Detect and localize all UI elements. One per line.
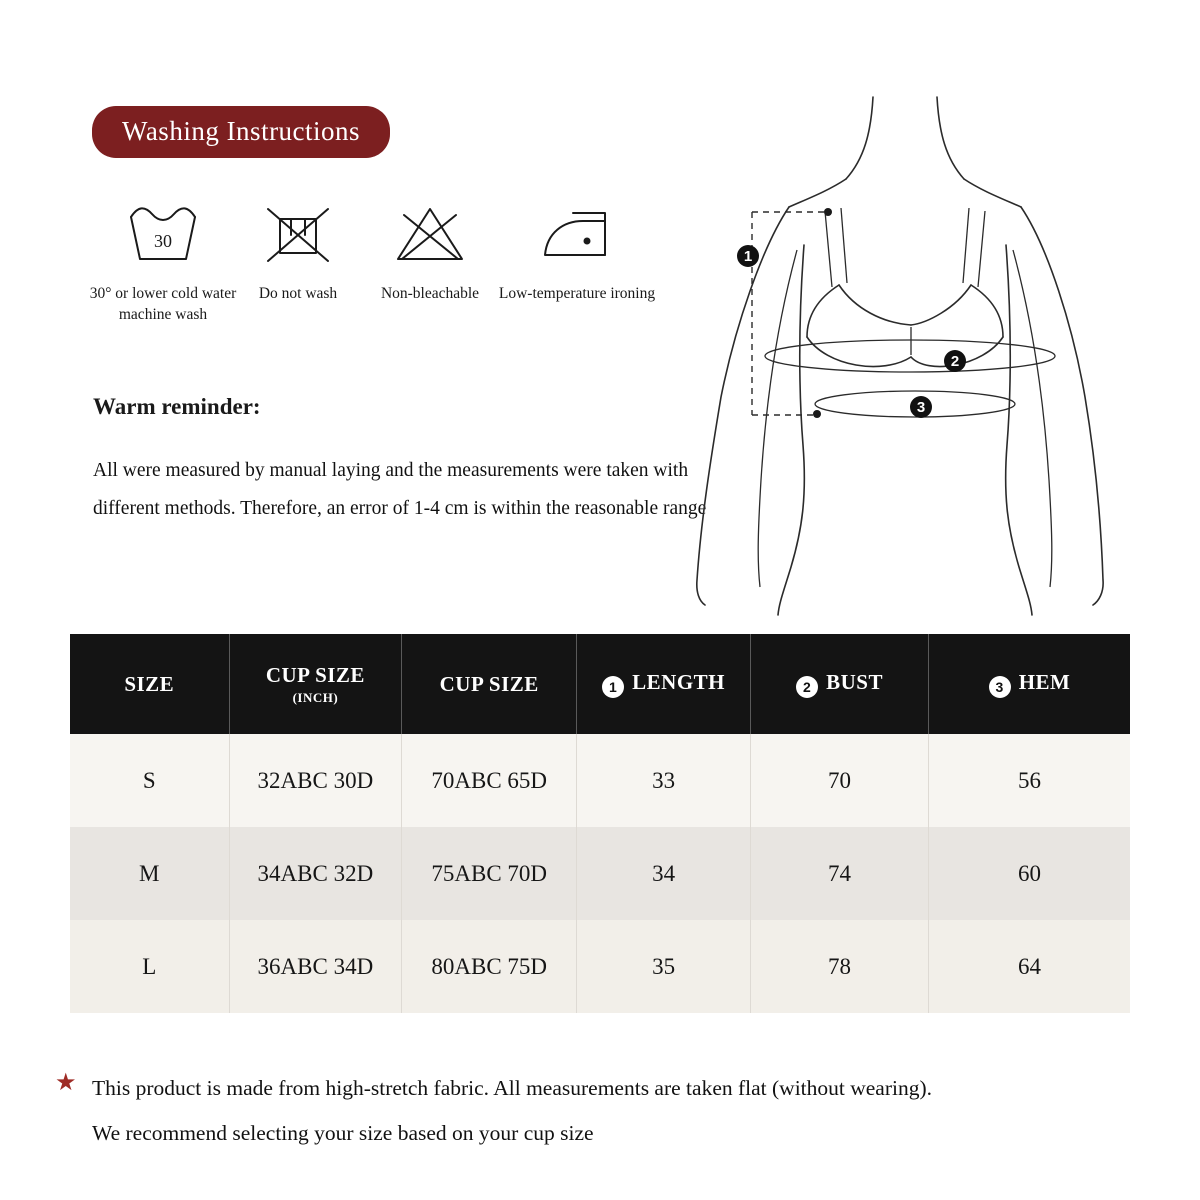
- table-row-size-m: [70, 827, 1130, 920]
- care-label: 30° or lower cold water machine wash: [89, 285, 237, 323]
- table-header-row: [70, 634, 1130, 734]
- cell-length: 33: [577, 734, 751, 827]
- machine-wash-30-icon: [123, 198, 203, 270]
- cell-cup-inch: 34ABC 32D: [229, 827, 402, 920]
- warm-reminder-body: All were measured by manual laying and the measurements were taken with different methods. Therefore, an error of 1-4 cm is within the reasonable range: [93, 460, 707, 519]
- cell-bust: 74: [750, 827, 928, 920]
- col-header-size: SIZE: [70, 634, 229, 734]
- col-header-bust: 2 BUST: [750, 634, 928, 734]
- badge-2-icon: 2: [796, 676, 818, 698]
- care-item-non-bleachable: [350, 198, 510, 304]
- measurement-diagram: [665, 95, 1145, 625]
- cell-size: L: [70, 920, 229, 1013]
- cell-cup: 80ABC 75D: [402, 920, 577, 1013]
- cell-hem: 64: [929, 920, 1130, 1013]
- cell-length: 35: [577, 920, 751, 1013]
- wash-temp-text: 30: [154, 231, 172, 251]
- diagram-marker-2: 2: [950, 353, 960, 370]
- footnote-line-1: This product is made from high-stretch fabric. All measurements are taken flat (without wearing).: [92, 1076, 933, 1100]
- non-bleachable-icon: [390, 198, 470, 270]
- cell-bust: 78: [750, 920, 928, 1013]
- cell-cup: 75ABC 70D: [402, 827, 577, 920]
- badge-1-icon: 1: [602, 676, 624, 698]
- care-item-low-temp-iron: [497, 198, 657, 304]
- cell-size: S: [70, 734, 229, 827]
- cell-size: M: [70, 827, 229, 920]
- star-icon: ★: [55, 1070, 77, 1096]
- cell-cup: 70ABC 65D: [402, 734, 577, 827]
- footnote: [55, 1066, 1165, 1156]
- col-header-cup-size-inch: CUP SIZE (INCH): [229, 634, 402, 734]
- col-header-hem: 3 HEM: [929, 634, 1130, 734]
- care-label: Low-temperature ironing: [498, 285, 656, 302]
- diagram-marker-1: 1: [743, 248, 753, 265]
- cell-bust: 70: [750, 734, 928, 827]
- col-header-cup-size: CUP SIZE: [402, 634, 577, 734]
- size-chart-table: [70, 634, 1130, 1013]
- cell-length: 34: [577, 827, 751, 920]
- badge-3-icon: 3: [989, 676, 1011, 698]
- diagram-marker-3: 3: [916, 399, 926, 416]
- care-label: Non-bleachable: [380, 285, 480, 302]
- cell-cup-inch: 32ABC 30D: [229, 734, 402, 827]
- low-temperature-iron-icon: [537, 198, 617, 270]
- col-header-length: 1 LENGTH: [577, 634, 751, 734]
- footnote-line-2: We recommend selecting your size based on your cup size: [92, 1121, 594, 1145]
- do-not-wash-icon: [258, 198, 338, 270]
- table-row-size-s: [70, 734, 1130, 827]
- table-row-size-l: [70, 920, 1130, 1013]
- warm-reminder-heading: Warm reminder:: [93, 394, 261, 419]
- cell-hem: 60: [929, 827, 1130, 920]
- washing-instructions-badge: Washing Instructions: [92, 106, 390, 158]
- care-label: Do not wash: [258, 285, 338, 302]
- cell-hem: 56: [929, 734, 1130, 827]
- cell-cup-inch: 36ABC 34D: [229, 920, 402, 1013]
